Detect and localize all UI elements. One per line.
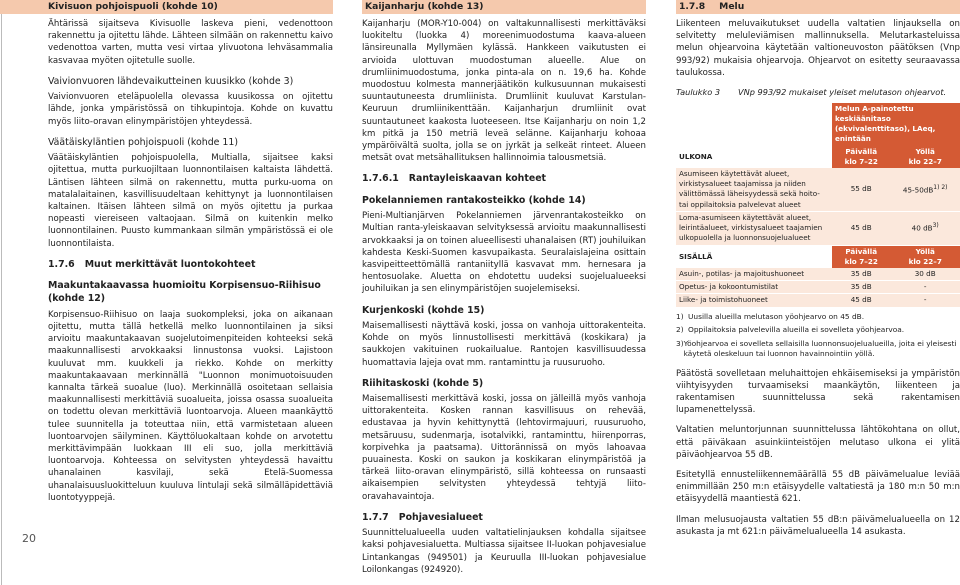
- table-cell-night: -: [890, 281, 960, 294]
- section-number: 1.7.8: [679, 1, 706, 12]
- table-row-label: Asuin-, potilas- ja majoitushuoneet: [676, 268, 832, 281]
- table-section-outdoor: ULKONA: [679, 151, 713, 161]
- noise-limits-table: [676, 103, 960, 308]
- table-cell-night: 40 $dB^{3)}$: [890, 211, 960, 245]
- section-header: Melu: [719, 1, 745, 12]
- table-row-label: Loma-asumiseen käytettävät alueet, leirintäalueet, virkistysalueet taajamien ulkopuolella ja luonnonsuojelualueet: [676, 211, 832, 245]
- footnote: 3) Yöohjearvoa ei sovelleta sellaisilla luonnonsuojelualueilla, joita ei yleisesti käytetä oleskeluun tai luonnon havainnointiin yöllä.: [676, 338, 957, 359]
- paragraph: Pieni-Multianjärven Pokelanniemen järvenrantakosteikko on Multian ranta-yleiskaavan selvityksessä arvioitu maakunnallisesti arvokkaaksi ja on toinen alueellisesti uhanalaisen (RT) jouhiluikan kahdesta Keski-Suomen kasvupaikasta. Seuralaislajeina osittain kasvipeitteettömällä rantaniityllä kasvavat mm. hernesara ja hentosuolake. Aluetta on ehdotettu uudeksi suojelualueeksi jouhiluikan ja sen elinympäristöjen suojelemiseksi.: [362, 211, 646, 295]
- table-caption: [676, 87, 960, 99]
- table-cell-night: 30 dB: [890, 268, 960, 281]
- table-cell-day: 35 dB: [832, 281, 890, 294]
- table-cell-day: 35 dB: [832, 268, 890, 281]
- column-3: [676, 0, 960, 546]
- table-cell-day: 45 dB: [832, 294, 890, 307]
- table-night-header: Yöllä klo 22–7: [890, 245, 960, 268]
- table-caption-label: Taulukko 3: [676, 87, 721, 98]
- paragraph: Liikenteen meluvaikutukset uudella valtatien linjauksella on selvitetty meluleviämisen mallinnuksella. Melutarkasteluissa melun ohjearvoina käytetään valtioneuvoston päätöksen (Vnp 993/92) mukaisia ohjearvoja. Ohjearvot on esitetty seuraavassa taulukossa.: [676, 19, 960, 78]
- section-header-bar: [0, 0, 333, 14]
- section-title: Vaivionvuoren lähdevaikutteinen kuusikko (kohde 3): [48, 75, 294, 87]
- subsection-heading: [362, 172, 646, 185]
- section-title: Maakuntakaavassa huomioitu Korpisensuo-Riihisuo (kohde 12): [48, 280, 321, 305]
- paragraph: Maisemallisesti näyttävä koski, jossa on vanhoja uittorakenteita. Kohde on myös linnustollisesti merkittävä (koskikara) ja saukkojen vakituinen ruokailualue. Rantojen kasvillisuudessa huomattavia lajeja ovat mm. rantaminttu ja ruusuruoho.: [362, 320, 646, 368]
- paragraph: Esitetyllä ennusteliikennemäärällä 55 dB päivämelualue leviää enimmillään 250 m:n etäisyydelle valtatiestä ja 180 m:n 50 m:n etäisyydellä maantiestä 621.: [676, 470, 960, 505]
- section-title: Väätäiskyläntien pohjoispuoli (kohde 11): [48, 136, 238, 148]
- table-cell-night: $45-50dB^{1) 2)}$: [890, 168, 960, 211]
- table-row-label: Liike- ja toimistohuoneet: [676, 294, 832, 307]
- section-title: Kurjenkoski (kohde 15): [362, 304, 485, 316]
- subsection-heading: [48, 258, 333, 271]
- paragraph: Väätäiskyläntien pohjoispuolella, Multialla, sijaitsee kaksi ojitettua, mutta purkuojiltaan luonnontilaisen kaltaista lähdettä. Läntisen lähteen silmä on rakennettu, mutta purku-uoma on matalalaitainen, kasvillisuudeltaan kehittynyt ja luonnontilaisen kaltainen. Itäisen lähteen silmä on myös ojitettu ja purkaa nopeasti viereiseen valtaojaan. Silmä on kuitenkin melko luonnontilainen. Puusto kummankaan silmän ympäristössä ei ole luonnontilaista.: [48, 153, 333, 249]
- column-2: [362, 0, 646, 584]
- subsection-title: Pohjavesialueet: [398, 511, 483, 523]
- subsection-number: 1.7.7: [362, 511, 389, 523]
- table-row-label: Asumiseen käytettävät alueet, virkistysalueet taajamissa ja niiden välittömässä läheisyydessä sekä hoito- tai oppilaitoksia palvelevat alueet: [676, 168, 832, 211]
- paragraph: Kaijanharju (MOR-Y10-004) on valtakunnallisesti merkittäväksi luokiteltu (luokka 4) moreenimuodostuma kaava-alueen länsireunalla Myllymäen kylässä. Hankkeen vaikutusten ei arvioida ulottuvan muodostuman alueelle. Alue on drumliinimuodostuma, jonka pinta-ala on n. 19,6 ha. Kohde muodostuu kolmesta mannerjäätikön kulkusuunnan mukaisesti suuntautuneesta drumliinista. Drumliinit kuuluvat Karstulan-Keuruun drumliinikenttään. Kaijanharjun drumliinit ovat suuntautuneet kaakosta luoteeseen. Itse Kaijanharju on noin 1,2 km pitkä ja 150 metriä leveä selänne. Kaijanharju kohoaa ympäröivältä suolta, jolla se on jyrkät ja selkeät rinteet. Alueen metsät ovat metsähallituksen hallinnoimia talousmetsiä.: [362, 19, 646, 164]
- subsection-heading: [362, 511, 646, 524]
- section-header-bar: [362, 0, 646, 14]
- section-title: Riihitaskoski (kohde 5): [362, 377, 484, 389]
- paragraph: Vaivionvuoren eteläpuolella olevassa kuusikossa on ojitettu lähde, jonka ympäristössä on tihkupintoja. Kohde on kuvattu myös liito-oravan elinympäristöjen yhteydessä.: [48, 92, 333, 127]
- column-1: [48, 0, 333, 512]
- page-edge-line: [1, 0, 2, 585]
- table-cell-night: -: [890, 294, 960, 307]
- paragraph: Ilman melusuojausta valtatien 55 dB:n päivämelualueella on 12 asukasta ja mt 621:n päivämelualueella 14 asukasta.: [676, 514, 960, 537]
- table-day-header: Päivällä klo 7–22: [832, 146, 890, 168]
- footnote: 2) Oppilaitoksia palvelevilla alueilla ei sovelleta yöohjearvoa.: [676, 325, 905, 335]
- table-cell-day: 45 dB: [832, 211, 890, 245]
- subsection-title: Rantayleiskaavan kohteet: [408, 173, 547, 185]
- table-caption-text: VNp 993/92 mukaiset yleiset melutason ohjearvot.: [738, 87, 947, 98]
- footnotes: [676, 312, 960, 360]
- page-number: 20: [22, 532, 36, 545]
- paragraph: Päätöstä sovelletaan meluhaittojen ehkäisemiseksi ja ympäristön viihtyisyyden turvaamiseksi maankäytön, liikenteen ja rakentamisen suunnittelussa sekä rakentamisen lupamenettelyssä.: [676, 368, 960, 416]
- subsection-title: Muut merkittävät luontokohteet: [84, 258, 256, 270]
- table-day-header: Päivällä klo 7–22: [832, 245, 890, 268]
- subsection-number: 1.7.6.1: [362, 173, 399, 185]
- section-title: Pokelanniemen rantakosteikko (kohde 14): [362, 194, 586, 206]
- paragraph: Maisemallisesti merkittävä koski, jossa on jälleillä myös vanhoja uittorakenteita. Kosken rannan kasvillisuus on rehevää, edustavaa ja hyvin kehittynyttä (lehtovirmajuuri, ruusuruoho, metsäruusu, sudenmarja, isotalvikki, rantaminttu, hiirenporras, korpivehka ja paatsama). Uittorännissä on myös lahoavaa puuainesta. Koski on saukon ja koskikaran elinympäristöä ja tärkeä liito-oravan elinympäristö, sillä kohteessa on runsaasti aikaisempien selvitysten yhteydessä tehtyjä liito-oravahavaintoja.: [362, 394, 646, 502]
- paragraph: Valtatien meluntorjunnan suunnittelussa lähtökohtana on ollut, että päiväkaan asuinkiinteistöjen melutaso ulkona ei ylitä päiväohjearvoa 55 dB.: [676, 425, 960, 460]
- paragraph: Korpisensuo-Riihisuo on laaja suokompleksi, joka on aikanaan ojitettu, mutta tällä hetkellä melko luonnontilainen ja siksi arvioitu maakuntakaavan suojelutoimenpiteiden kohteeksi sekä maakunnallisesti arvokkaaksi linnustonsa vuoksi. Lajistoon kuuluvat mm. kuukkeli ja riekko. Kohde on merkitty maakuntakaavaan merkinnällä "Luonnon monimuotoisuuden kannalta tärkeä suoalue (luo). Merkinnällä osoitetaan sellaisia maakunnallisesti merkittäviä suoalueita, joissa osassa suoalueita on todettu olevan merkittäviä luontoarvoja. Alueen maankäyttö tulee suunnitella ja toteuttaa niin, että varmistetaan alueen luontoarvojen säilyminen. Käyttöluokaltaan kohde on arvotettu merkittävimpään luokkaan III eli suo, jolla merkittäviä luontoarvoja. Kohteessa on selvitysten yhteydessä havaittu uhanalainen kasvilaji, sekä Etelä-Suomessa uhanalaisuusluokitteluun kuuluva lintulaji sekä silmälläpidettäviä luontotyyppejä.: [48, 309, 333, 503]
- paragraph: Suunnittelualueella uuden valtatielinjauksen kohdalla sijaitsee kaksi pohjavesialuetta. Multiassa sijaitsee II-luokan pohjavesialue Lintankangas (949501) ja Keuruulla III-luokan pohjavesialue Loilonkangas (924920).: [362, 528, 646, 575]
- paragraph: Ähtärissä sijaitseva Kivisuolle laskeva pieni, vedenottoon rakennettu ja ojitettu lähde. Lähteen silmään on rakennettu kaivo vedenottoa varten, mutta vesi virtaa ylivuotona lehväsammalia kasvavaa myöten ojitetulle suolle.: [48, 19, 333, 66]
- subsection-number: 1.7.6: [48, 258, 75, 270]
- table-section-indoor: SISÄLLÄ: [679, 251, 713, 261]
- table-night-header: Yöllä klo 22–7: [890, 146, 960, 168]
- section-header: Kaijanharju (kohde 13): [365, 1, 484, 12]
- section-header: Kivisuon pohjoispuoli (kohde 10): [48, 1, 218, 12]
- table-main-header: Melun A-painotettu keskiäänitaso (ekvivalenttitaso), LAeq, enintään: [832, 103, 960, 146]
- table-row-label: Opetus- ja kokoontumistilat: [676, 281, 832, 294]
- section-header-bar: [676, 0, 960, 14]
- table-cell-day: 55 dB: [832, 168, 890, 211]
- footnote: 1) Uusilla alueilla melutason yöohjearvo on 45 dB.: [676, 311, 865, 321]
